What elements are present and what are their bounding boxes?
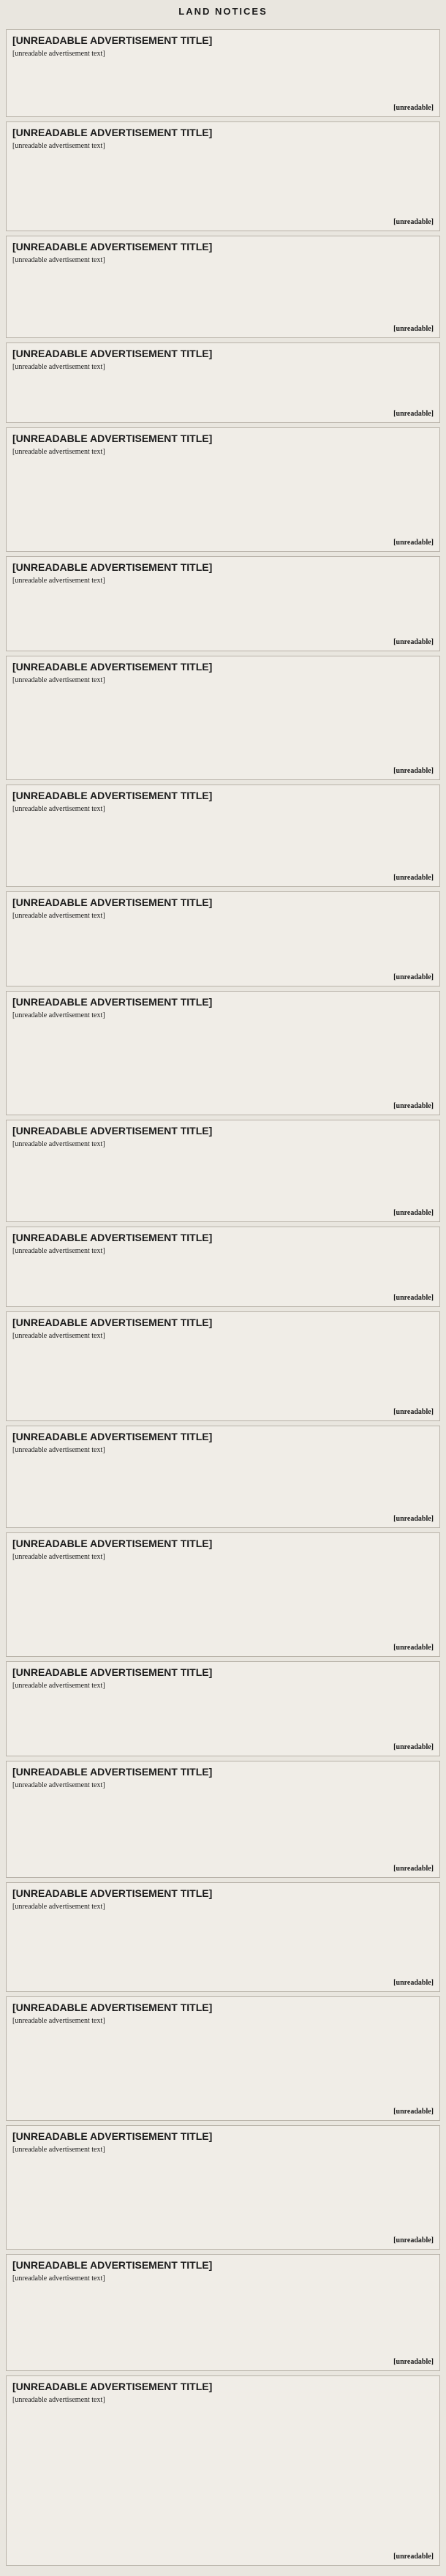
ad-title: [UNREADABLE ADVERTISEMENT TITLE] <box>12 561 213 573</box>
ad-price: [unreadable] <box>393 539 434 547</box>
ad-title: [UNREADABLE ADVERTISEMENT TITLE] <box>12 2381 213 2392</box>
ad-price: [unreadable] <box>393 1408 434 1416</box>
ad-body: [unreadable advertisement text] <box>12 142 105 150</box>
ad-price: [unreadable] <box>393 1515 434 1523</box>
ad-title: [UNREADABLE ADVERTISEMENT TITLE] <box>12 1887 213 1899</box>
ad-title: [UNREADABLE ADVERTISEMENT TITLE] <box>12 996 213 1008</box>
ad-body: [unreadable advertisement text] <box>12 1553 105 1561</box>
ad-block <box>6 1661 440 1756</box>
ad-body: [unreadable advertisement text] <box>12 676 105 684</box>
ad-block <box>6 1120 440 1222</box>
ad-title: [UNREADABLE ADVERTISEMENT TITLE] <box>12 1125 213 1137</box>
ad-body: [unreadable advertisement text] <box>12 1781 105 1789</box>
ad-price: [unreadable] <box>393 410 434 418</box>
ad-block <box>6 342 440 423</box>
ad-body: [unreadable advertisement text] <box>12 1682 105 1690</box>
ad-block <box>6 2125 440 2250</box>
ad-body: [unreadable advertisement text] <box>12 1446 105 1454</box>
ad-price: [unreadable] <box>393 1865 434 1873</box>
ad-body: [unreadable advertisement text] <box>12 448 105 456</box>
ad-title: [UNREADABLE ADVERTISEMENT TITLE] <box>12 1538 213 1549</box>
ad-title: [UNREADABLE ADVERTISEMENT TITLE] <box>12 896 213 908</box>
ad-body: [unreadable advertisement text] <box>12 1332 105 1340</box>
ad-price: [unreadable] <box>393 104 434 112</box>
ad-price: [unreadable] <box>393 1209 434 1217</box>
ad-block <box>6 1311 440 1421</box>
ad-body: [unreadable advertisement text] <box>12 2146 105 2154</box>
ad-body: [unreadable advertisement text] <box>12 50 105 58</box>
ad-block <box>6 1996 440 2121</box>
ad-body: [unreadable advertisement text] <box>12 363 105 371</box>
ad-body: [unreadable advertisement text] <box>12 1247 105 1255</box>
ad-title: [UNREADABLE ADVERTISEMENT TITLE] <box>12 790 213 801</box>
ad-price: [unreadable] <box>393 2236 434 2244</box>
ad-title: [UNREADABLE ADVERTISEMENT TITLE] <box>12 1666 213 1678</box>
ad-body: [unreadable advertisement text] <box>12 2274 105 2283</box>
ad-block <box>6 1761 440 1878</box>
ad-price: [unreadable] <box>393 2553 434 2561</box>
ad-title: [UNREADABLE ADVERTISEMENT TITLE] <box>12 1431 213 1442</box>
ad-body: [unreadable advertisement text] <box>12 577 105 585</box>
ad-body: [unreadable advertisement text] <box>12 912 105 920</box>
ad-block <box>6 427 440 552</box>
ad-title: [UNREADABLE ADVERTISEMENT TITLE] <box>12 34 213 46</box>
ad-block <box>6 785 440 887</box>
ad-body: [unreadable advertisement text] <box>12 256 105 264</box>
ad-body: [unreadable advertisement text] <box>12 2017 105 2025</box>
ad-price: [unreadable] <box>393 874 434 882</box>
ad-block <box>6 1882 440 1992</box>
ad-block <box>6 2375 440 2566</box>
ad-title: [UNREADABLE ADVERTISEMENT TITLE] <box>12 348 213 359</box>
ad-title: [UNREADABLE ADVERTISEMENT TITLE] <box>12 661 213 673</box>
ad-block <box>6 1227 440 1307</box>
ad-price: [unreadable] <box>393 2108 434 2116</box>
ad-body: [unreadable advertisement text] <box>12 805 105 813</box>
ad-title: [UNREADABLE ADVERTISEMENT TITLE] <box>12 433 213 444</box>
ad-block <box>6 121 440 231</box>
ad-body: [unreadable advertisement text] <box>12 1140 105 1148</box>
ad-price: [unreadable] <box>393 2358 434 2366</box>
ad-block <box>6 29 440 117</box>
ad-title: [UNREADABLE ADVERTISEMENT TITLE] <box>12 2259 213 2271</box>
ad-price: [unreadable] <box>393 638 434 646</box>
ad-block <box>6 891 440 986</box>
ad-price: [unreadable] <box>393 1979 434 1987</box>
ad-block <box>6 236 440 338</box>
ad-title: [UNREADABLE ADVERTISEMENT TITLE] <box>12 1317 213 1328</box>
ad-title: [UNREADABLE ADVERTISEMENT TITLE] <box>12 2002 213 2013</box>
ad-block <box>6 556 440 651</box>
ad-title: [UNREADABLE ADVERTISEMENT TITLE] <box>12 241 213 252</box>
ad-title: [UNREADABLE ADVERTISEMENT TITLE] <box>12 127 213 138</box>
ad-block <box>6 991 440 1115</box>
ad-title: [UNREADABLE ADVERTISEMENT TITLE] <box>12 1766 213 1778</box>
ad-block <box>6 656 440 780</box>
ad-title: [UNREADABLE ADVERTISEMENT TITLE] <box>12 2130 213 2142</box>
ad-title: [UNREADABLE ADVERTISEMENT TITLE] <box>12 1232 213 1243</box>
ad-price: [unreadable] <box>393 973 434 981</box>
ad-price: [unreadable] <box>393 767 434 775</box>
ad-price: [unreadable] <box>393 1102 434 1110</box>
ad-body: [unreadable advertisement text] <box>12 1011 105 1019</box>
ad-price: [unreadable] <box>393 1644 434 1652</box>
ad-block <box>6 1426 440 1528</box>
ad-price: [unreadable] <box>393 218 434 226</box>
ad-price: [unreadable] <box>393 325 434 333</box>
ad-price: [unreadable] <box>393 1743 434 1751</box>
ad-price: [unreadable] <box>393 1294 434 1302</box>
ad-body: [unreadable advertisement text] <box>12 2396 105 2404</box>
ad-block <box>6 2254 440 2371</box>
page-title: LAND NOTICES <box>178 6 268 17</box>
ad-body: [unreadable advertisement text] <box>12 1903 105 1911</box>
ad-block <box>6 1532 440 1657</box>
